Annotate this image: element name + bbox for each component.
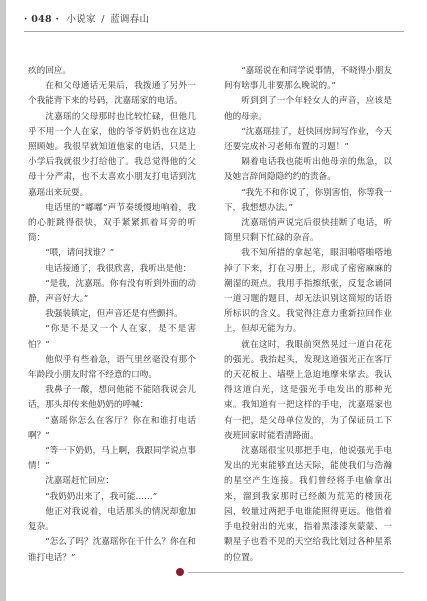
- paragraph: 沈嘉瑶很宝贝那把手电，他说强光手电发出的光束能够直达天际，能使我们与浩瀚的星空产生连接。我们曾经将手电偷拿出来，溜到我家那时已经颇为荒芜的楼顶花园，较量过两把手电谁能照得更远。他借着手电投射出的光束，指着黑漆漆灰蒙蒙、一颗星子也看不见的天空给我比划过各种星系的位置。: [224, 446, 392, 563]
- paragraph: 电话里的“嘟嘟”声节奏缓慢地响着，我的心脏跳得很快，双手紧紧抓着耳旁的听筒：: [28, 202, 196, 244]
- running-header: [24, 13, 149, 27]
- magazine-name: 小说家: [66, 14, 96, 25]
- paragraph: 我强装镇定，但声音还是有些颤抖。: [45, 309, 183, 320]
- paragraph: “嘉瑶你怎么在客厅？你在和谁打电话啊？”: [28, 415, 196, 441]
- paragraph: “喂，请问找谁？”: [45, 248, 115, 259]
- paragraph: 隔着电话我也能听出他母亲的焦急，以及她言辞间隐隐约约的责备。: [224, 157, 392, 183]
- paragraph: 沈嘉瑶赶忙回应：: [45, 476, 114, 487]
- paragraph: “我先不和你说了，你别害怕，你等我一下，我想想办法。”: [224, 187, 392, 213]
- paragraph: “怎么了吗？沈嘉瑶你在干什么？你在和谁打电话？”: [28, 537, 196, 563]
- paragraph: 在和父母通话无果后，我拨通了另外一个我能背下来的号码，沈嘉瑶家的电话。: [28, 81, 196, 107]
- paragraph: 电话接通了，我很欣喜，我听出是他：: [45, 263, 192, 274]
- page-number: · 048 ·: [24, 14, 60, 25]
- paragraph: “我奶奶出来了，我可能……”: [45, 491, 158, 502]
- header-rule: [24, 31, 404, 32]
- paragraph: 听到到了一个年轻女人的声音，应该是他的母亲。: [224, 96, 392, 122]
- page-edge-bar: [0, 0, 6, 601]
- paragraph: 我不知所措的拿起笔，眼泪啪嗒啪嗒地掉了下来，打在习册上，形成了密密麻麻的潮湿的斑点。我用手指擦纸张，反复念诵同一道习题的题目，却无法识别这简短的话语所标识的含义。我觉得注意力重新拉回作业上，但却无能为力。: [224, 248, 392, 335]
- paragraph: “沈嘉瑶挂了，赶快回房间写作业，今天还要完成补习老师布置的习题！”: [224, 126, 392, 153]
- footer-ornament-dot: [176, 568, 184, 576]
- section-name: 蓝调春山: [110, 14, 150, 25]
- footer-rule: [188, 572, 404, 573]
- paragraph: 他正对我说着，电话那头的情况却愈加复杂。: [28, 506, 196, 533]
- paragraph: 他似乎有些着急，语气里丝毫没有那个年龄段小朋友时常不经意的口吻。: [28, 354, 196, 381]
- paragraph: 疚的回应。: [28, 66, 71, 76]
- header-separator: /: [101, 14, 105, 25]
- left-text-column: [28, 64, 196, 566]
- paragraph: “你是不是又一个人在家，是不是害怕？”: [28, 324, 196, 350]
- paragraph: “是我，沈嘉瑶。你有没有听到外面的动静，声音好大。”: [28, 278, 196, 305]
- paragraph: “嘉瑶说在和同学说事情，不晓得小朋友间有啥事儿非要那么晚说的。”: [224, 66, 392, 92]
- paragraph: “等一下奶奶，马上啊，我跟同学说点事情！”: [28, 446, 196, 472]
- paragraph: 就在这时，我眼前突然晃过一道白花花的强光。我抬起头，发现这道强光正在客厅的天花板上、墙壁上急迫地摩来挲去。我认得这道白光，这是强光手电发出的那种光束。我知道有一把这样的手电，沈嘉瑶家也有一把，是父母单位发的，为了保证员工下夜班回家时能看清路面。: [224, 339, 392, 441]
- paragraph: 沈嘉瑶的父母那时也比较忙碌，但他几乎不用一个人在家，他的爷爷奶奶也在这边照顾她。我很早就知道他家的电话，只是上小学后我就很少打给他了。我总觉得他的父母十分严肃，也不太喜欢小朋友打电话到沈嘉瑶出来玩耍。: [28, 111, 196, 198]
- paragraph: 沈嘉瑶悄声说完后很快挂断了电话，听筒里只剩下忙碌的杂音。: [224, 218, 392, 244]
- paragraph: 我鼻子一酸，想问他能不能陪我说会儿话，那头却传来他奶奶的呼喊：: [28, 385, 196, 411]
- right-text-column: [224, 64, 392, 566]
